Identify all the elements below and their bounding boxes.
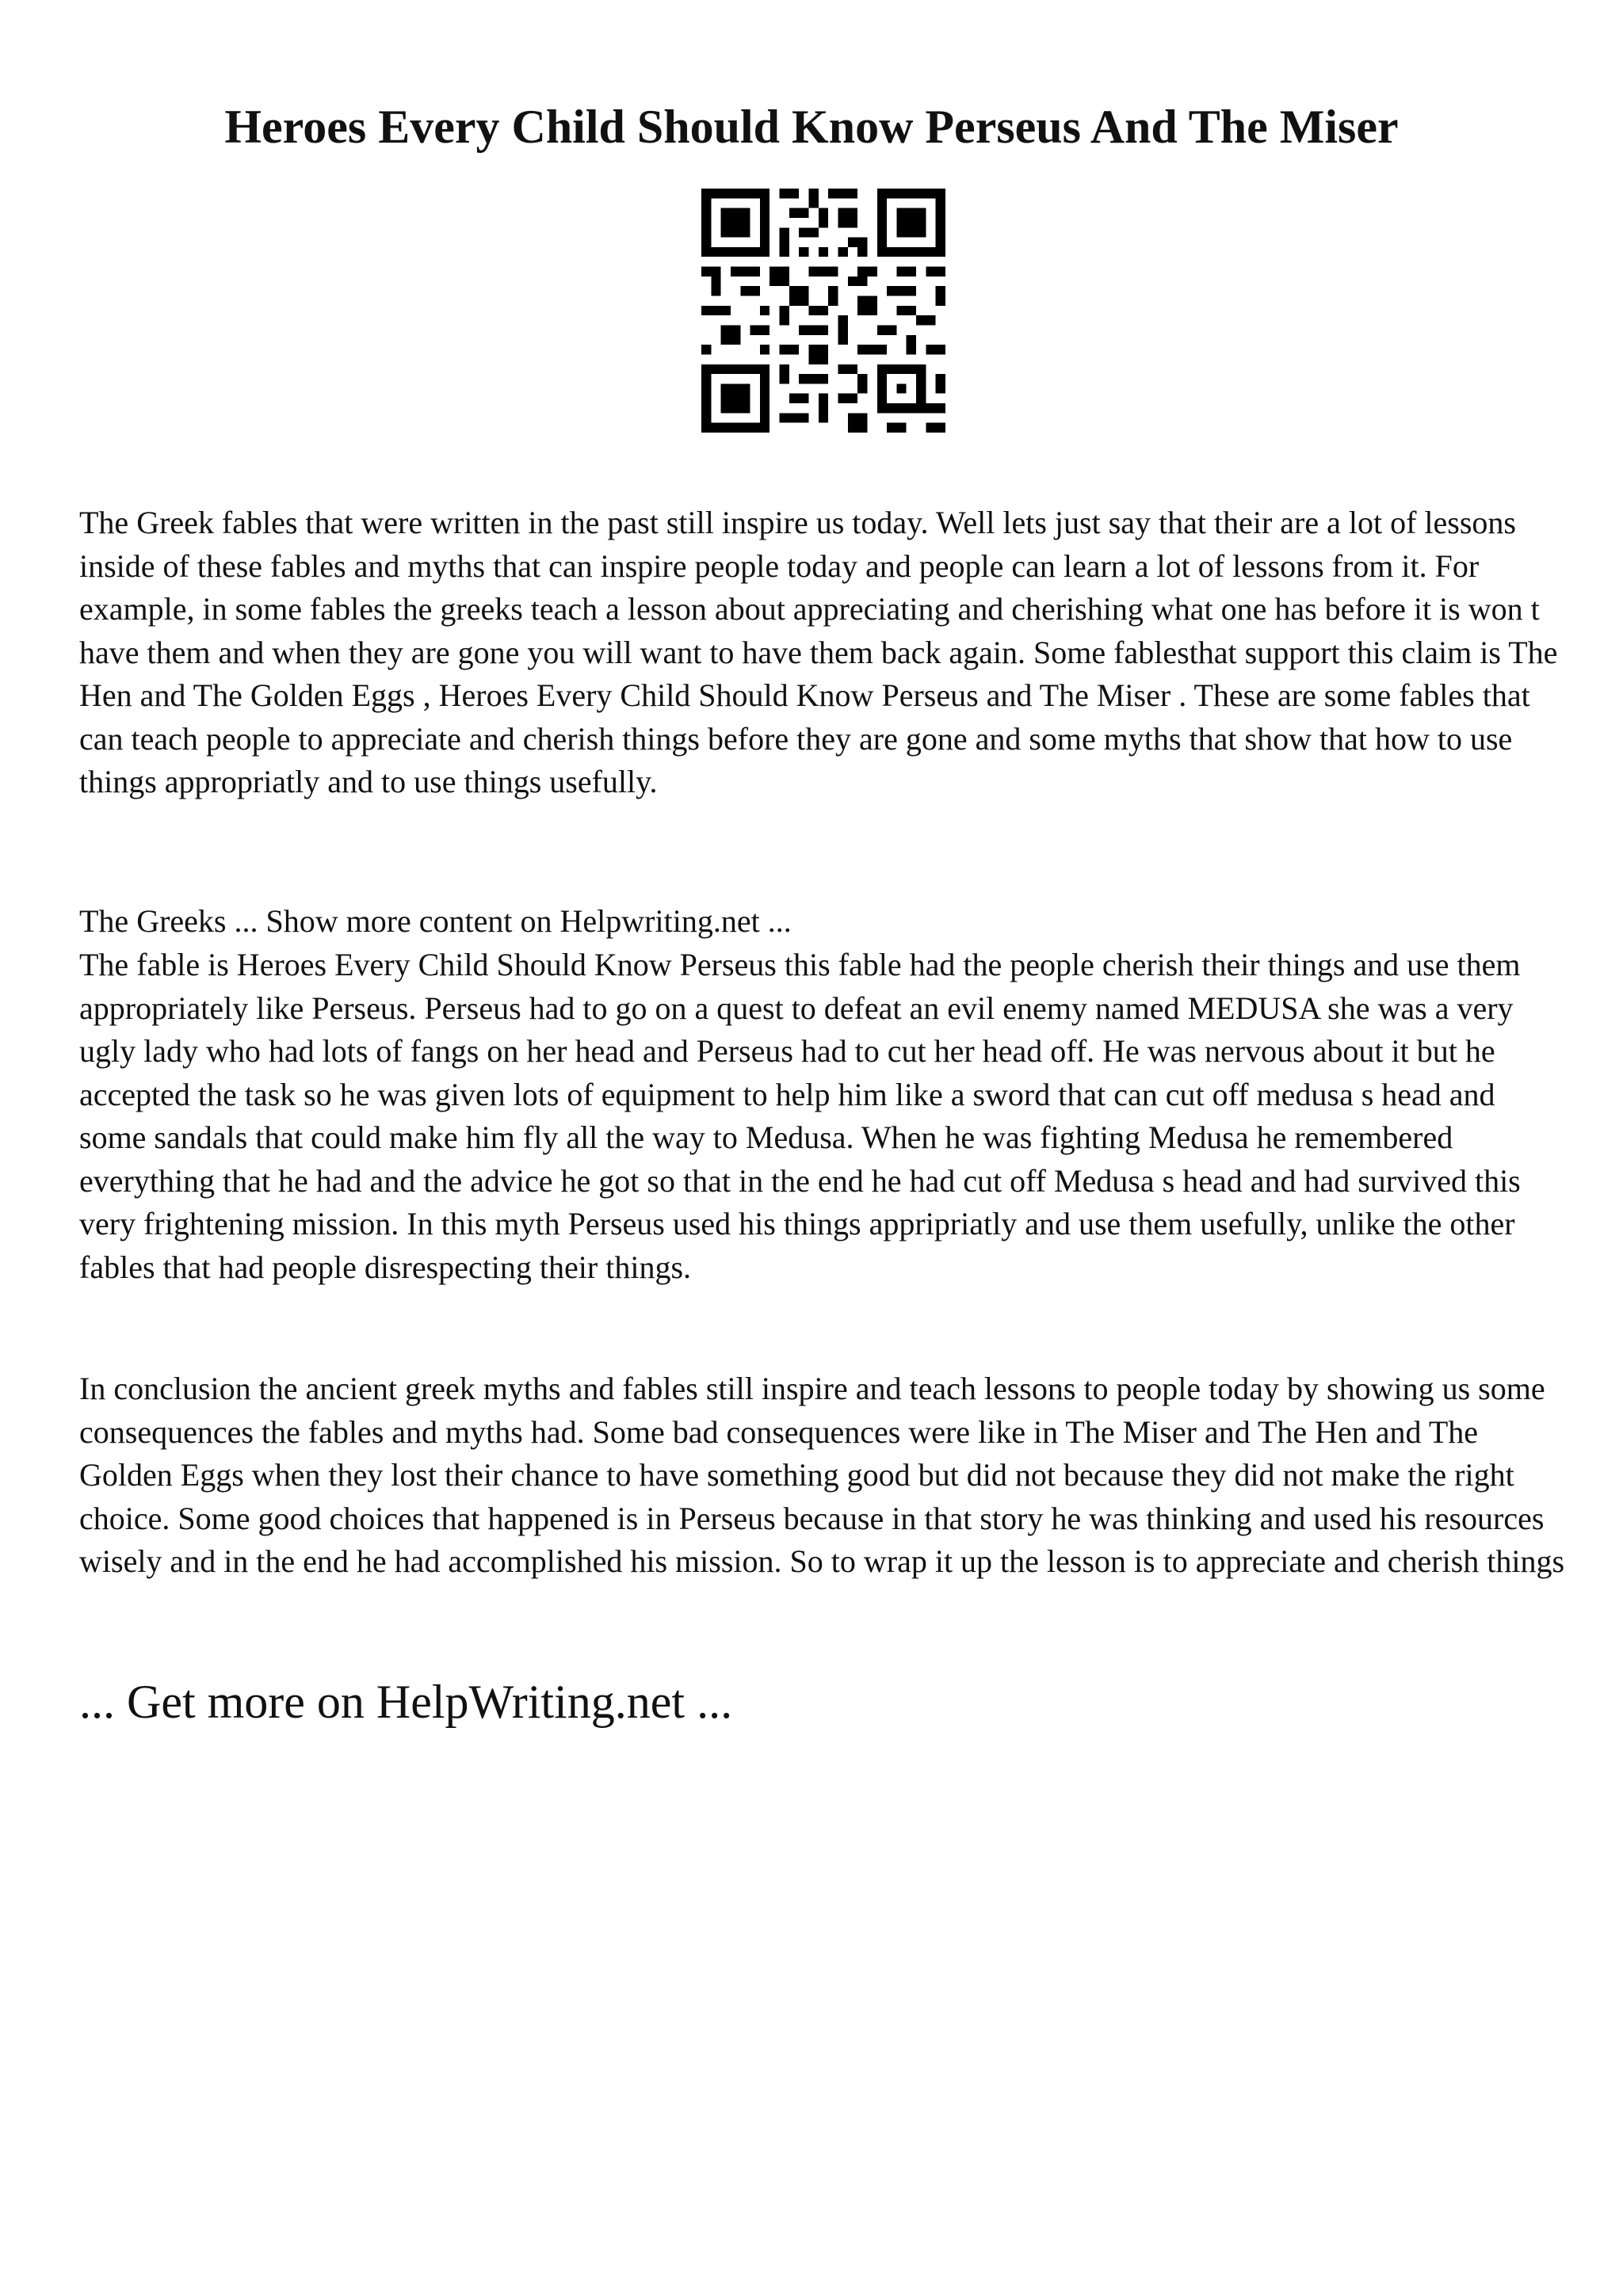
get-more-link[interactable]: ... Get more on HelpWriting.net ... [79,1676,733,1728]
qr-code-graphic [701,189,945,433]
show-more-line: The Greeks ... Show more content on Helpwriting.net ... [79,903,792,939]
paragraph-perseus: The fable is Heroes Every Child Should Know Perseus this fable had the people cherish their things and use them appropriately like Perseus. Perseus had to go on a quest to defeat an evil enemy named MEDUSA she was a very ugly lady who had lots of fangs on her head and Perseus had to cut her head off. He was nervous about it but he accepted the task so he was given lots of equipment to help him like a sword that can cut off medusa s head and some sandals that could make him fly all the way to Medusa. When he was fighting Medusa he remembered everything that he had and the advice he got so that in the end he had cut off Medusa s head and had survived this very frightening mission. In this myth Perseus used his things appripriatly and use them usefully, unlike the other fables that had people disrespecting their things. [79,947,1521,1285]
qr-code-icon [701,189,945,433]
page-title: Heroes Every Child Should Know Perseus And The Miser [224,101,1399,153]
paragraph-conclusion: In conclusion the ancient greek myths and fables still inspire and teach lessons to people today by showing us some consequences the fables and myths had. Some bad consequences were like in The Miser and The Hen and The Golden Eggs when they lost their chance to have something good but did not because they did not make the right choice. Some good choices that happened is in Perseus because in that story he was thinking and used his resources wisely and in the end he had accomplished his mission. So to wrap it up the lesson is to appreciate and cherish things [79,1371,1565,1579]
paragraph-intro: The Greek fables that were written in the past still inspire us today. Well lets just say that their are a lot of lessons inside of these fables and myths that can inspire people today and people can learn a lot of lessons from it. For example, in some fables the greeks teach a lesson about appreciating and cherishing what one has before it is won t have them and when they are gone you will want to have them back again. Some fablesthat support this claim is The Hen and The Golden Eggs , Heroes Every Child Should Know Perseus and The Miser . These are some fables that can teach people to appreciate and cherish things before they are gone and some myths that show that how to use things appropriatly and to use things usefully. [79,505,1558,799]
